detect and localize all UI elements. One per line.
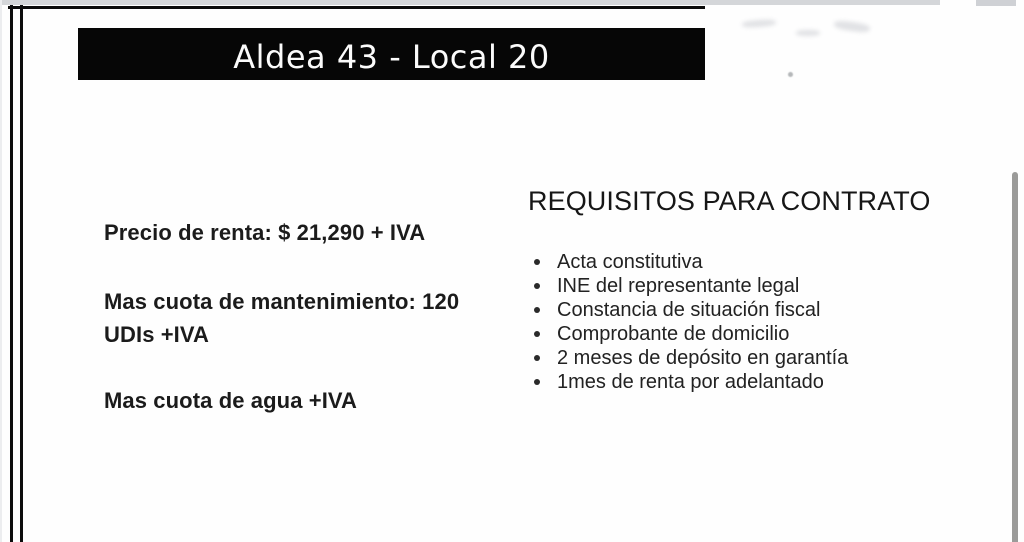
pricing-section	[104, 216, 476, 417]
water-fee-line: Mas cuota de agua +IVA	[104, 388, 358, 413]
scrollbar-thumb[interactable]	[1012, 172, 1018, 542]
requirement-item: Comprobante de domicilio	[528, 322, 948, 346]
maintenance-fee-line: Mas cuota de mantenimiento: 120 UDIs +IVA	[104, 289, 460, 347]
watermark-smudge	[834, 20, 871, 34]
watermark-smudge	[788, 72, 793, 77]
left-vertical-rule-inner	[20, 5, 23, 542]
requirement-item: 2 meses de depósito en garantía	[528, 346, 948, 370]
requirement-item: Constancia de situación fiscal	[528, 298, 948, 322]
watermark-smudge	[742, 19, 776, 28]
requirements-title: REQUISITOS PARA CONTRATO	[528, 186, 931, 216]
requirement-item: Acta constitutiva	[528, 250, 948, 274]
requirements-list	[528, 250, 948, 394]
page-title: Aldea 43 - Local 20	[233, 38, 550, 76]
requirements-section	[528, 186, 948, 394]
requirement-item: INE del representante legal	[528, 274, 948, 298]
left-vertical-rule-outer	[10, 5, 13, 542]
top-edge-strip-right	[976, 0, 1016, 6]
watermark-smudge	[796, 30, 820, 36]
rent-price-line: Precio de renta: $ 21,290 + IVA	[104, 220, 426, 245]
title-banner	[78, 28, 705, 80]
requirement-item: 1mes de renta por adelantado	[528, 370, 948, 394]
top-horizontal-rule	[8, 6, 705, 9]
top-edge-strip	[0, 0, 940, 5]
left-edge-strip	[0, 0, 2, 542]
